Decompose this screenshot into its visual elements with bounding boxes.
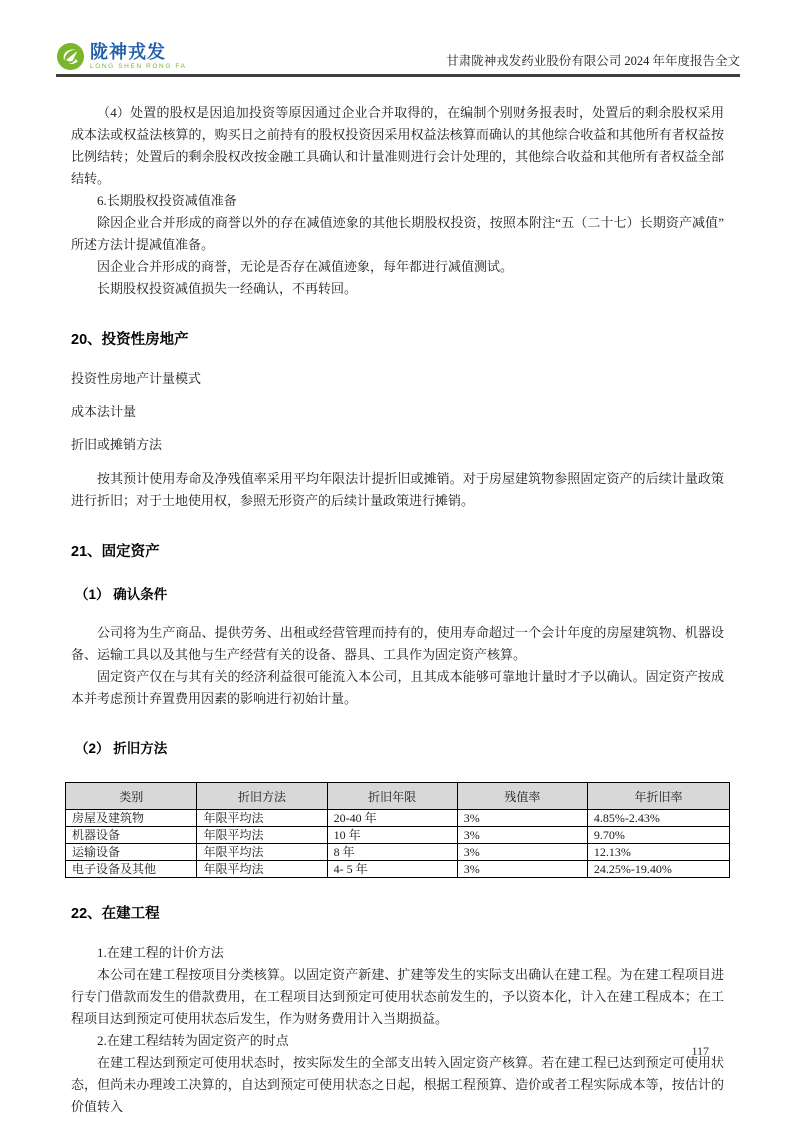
cell-residual-rate: 3% (457, 827, 587, 844)
section-20-line-3: 折旧或摊销方法 (71, 437, 163, 452)
cell-annual-rate: 12.13% (587, 844, 729, 861)
header-divider (56, 74, 740, 77)
item6-paragraph-1: 除因企业合并形成的商誉以外的存在减值迹象的其他长期股权投资，按照本附注“五（二十七）长期资产减值”所述方法计提减值准备。 (71, 215, 724, 252)
cell-method: 年限平均法 (197, 827, 327, 844)
cell-annual-rate: 24.25%-19.40% (587, 861, 729, 878)
paragraph-disposal-equity: （4）处置的股权是因追加投资等原因通过企业合并取得的，在编制个别财务报表时，处置后的剩余股权采用成本法或权益法核算的，购买日之前持有的股权投资因采用权益法核算而确认的其他综合收益和其他所有者权益按比例结转；处置后的剩余股权改按金融工具确认和计量准则进行会计处理的，其他综合收益和其他所有者权益全部结转。 (71, 105, 724, 186)
logo-icon (56, 42, 85, 71)
section-21-heading: 21、固定资产 (71, 544, 160, 560)
section-21-sub1-paragraph-2: 固定资产仅在与其有关的经济利益很可能流入本公司，且其成本能够可靠地计量时才予以确认。固定资产按成本并考虑预计弃置费用因素的影响进行初始计量。 (71, 669, 724, 706)
cell-method: 年限平均法 (197, 810, 327, 827)
logo-text-cn: 陇神戎发 (90, 42, 166, 62)
section-21-sub1-paragraph-1: 公司将为生产商品、提供劳务、出租或经营管理而持有的，使用寿命超过一个会计年度的房屋建筑物、机器设备、运输工具以及其他与生产经营有关的设备、器具、工具作为固定资产核算。 (71, 625, 724, 662)
cell-category: 房屋及建筑物 (66, 810, 197, 827)
table-row (66, 827, 730, 844)
item6-heading: 6.长期股权投资减值准备 (97, 193, 237, 208)
section-22-item1-paragraph: 本公司在建工程按项目分类核算。以固定资产新建、扩建等发生的实际支出确认在建工程。为在建工程项目进行专门借款而发生的借款费用，在工程项目达到预定可使用状态前发生的，予以资本化，计入在建工程成本；在工程项目达到预定可使用状态后发生，作为财务费用计入当期损益。 (71, 967, 724, 1026)
page-number: 117 (691, 1044, 709, 1058)
cell-annual-rate: 9.70% (587, 827, 729, 844)
cell-annual-rate: 4.85%-2.43% (587, 810, 729, 827)
logo-text-en: LONG SHEN RONG FA (90, 63, 187, 70)
cell-category: 电子设备及其他 (66, 861, 197, 878)
cell-residual-rate: 3% (457, 844, 587, 861)
table-header-row (66, 783, 730, 810)
section-20-paragraph: 按其预计使用寿命及净残值率采用平均年限法计提折旧或摊销。对于房屋建筑物参照固定资产的后续计量政策进行折旧；对于土地使用权，参照无形资产的后续计量政策进行摊销。 (71, 471, 724, 508)
depreciation-table-wrap (65, 782, 730, 878)
depreciation-table (65, 782, 730, 878)
section-20-line-1: 投资性房地产计量模式 (71, 371, 202, 386)
section-22-item2-paragraph: 在建工程达到预定可使用状态时，按实际发生的全部支出转入固定资产核算。若在建工程已达到预定可使用状态，但尚未办理竣工决算的，自达到预定可使用状态之日起，根据工程预算、造价或者工程实际成本等，按估计的价值转入 (71, 1055, 724, 1114)
cell-years: 8 年 (327, 844, 457, 861)
section-22-heading: 22、在建工程 (71, 906, 160, 922)
document-title: 甘肃陇神戎发药业股份有限公司 2024 年年度报告全文 (446, 54, 740, 68)
table-row (66, 861, 730, 878)
section-21-sub2-heading: （2） 折旧方法 (75, 741, 168, 756)
cell-method: 年限平均法 (197, 861, 327, 878)
section-22-item1-heading: 1.在建工程的计价方法 (97, 945, 224, 960)
section-20-heading: 20、投资性房地产 (71, 332, 189, 348)
logo-text (90, 43, 187, 70)
cell-category: 运输设备 (66, 844, 197, 861)
col-header-category: 类别 (66, 783, 197, 810)
company-logo (56, 42, 187, 71)
cell-method: 年限平均法 (197, 844, 327, 861)
col-header-annual-rate: 年折旧率 (587, 783, 729, 810)
cell-years: 20-40 年 (327, 810, 457, 827)
table-row (66, 810, 730, 827)
col-header-years: 折旧年限 (327, 783, 457, 810)
document-body (71, 90, 724, 1118)
item6-paragraph-3: 长期股权投资减值损失一经确认，不再转回。 (97, 281, 358, 296)
section-20-line-2: 成本法计量 (71, 404, 137, 419)
cell-years: 10 年 (327, 827, 457, 844)
cell-years: 4- 5 年 (327, 861, 457, 878)
cell-residual-rate: 3% (457, 861, 587, 878)
cell-category: 机器设备 (66, 827, 197, 844)
section-21-sub1-heading: （1） 确认条件 (75, 587, 168, 602)
col-header-residual-rate: 残值率 (457, 783, 587, 810)
page-header (56, 42, 740, 71)
cell-residual-rate: 3% (457, 810, 587, 827)
col-header-method: 折旧方法 (197, 783, 327, 810)
section-22-item2-heading: 2.在建工程结转为固定资产的时点 (97, 1033, 289, 1048)
table-row (66, 844, 730, 861)
item6-paragraph-2: 因企业合并形成的商誉，无论是否存在减值迹象，每年都进行减值测试。 (97, 259, 514, 274)
